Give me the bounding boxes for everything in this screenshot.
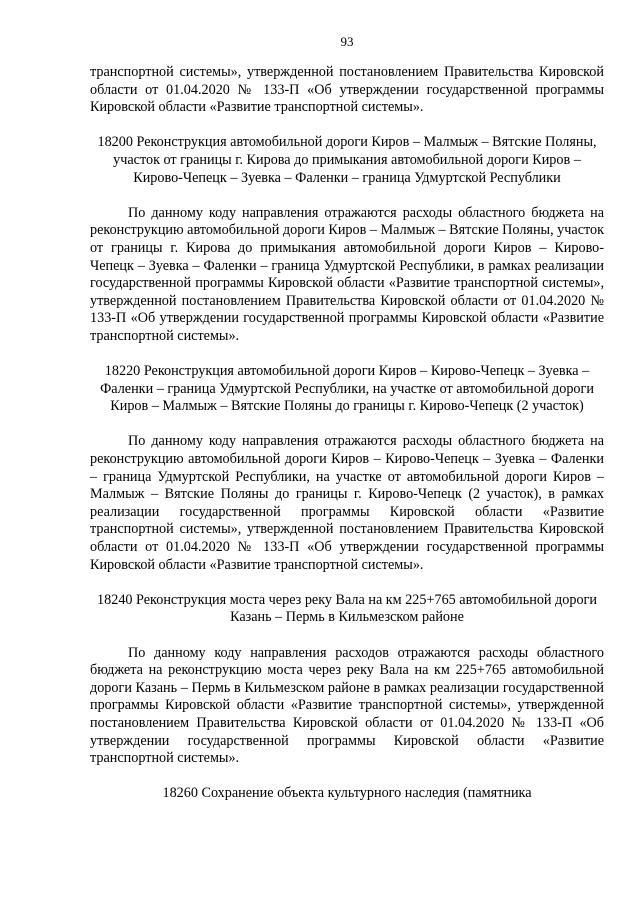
spacer	[90, 574, 604, 592]
paragraph-continuation: транспортной системы», утвержденной постановлением Правительства Кировской области от 01.04.2020 № 133-П «Об утверждении государственной программы Кировской области «Развитие транспортной системы».	[90, 64, 604, 116]
document-page	[90, 34, 604, 803]
section-heading-18260: 18260 Сохранение объекта культурного наследия (памятника	[162, 785, 532, 802]
page-number: 93	[340, 34, 354, 49]
section-heading-18240: 18240 Реконструкция моста через реку Вала на км 225+765 автомобильной дороги Казань – Пермь в Кильмезском районе	[97, 591, 597, 626]
section-heading-18200: 18200 Реконструкция автомобильной дороги Киров – Малмыж – Вятские Поляны, участок от границы г. Кирова до примыкания автомобильной дороги Киров – Кирово-Чепецк – Зуевка – Фаленки – граница Удмуртской Республики	[97, 134, 597, 186]
spacer	[90, 627, 604, 645]
paragraph-18220: По данному коду направления отражаются расходы областного бюджета на реконструкцию автомобильной дороги Киров – Кирово-Чепецк – Зуевка – Фаленки – граница Удмуртской Республики, на участке от автомобильной дороги Киров – Малмыж – Вятские Поляны до границы г. Кирово-Чепецк (2 участок), в рамках реализации государственной программы Кировской области «Развитие транспортной системы», утвержденной постановлением Правительства Кировской области от 01.04.2020 № 133-П «Об утверждении государственной программы Кировской области «Развитие транспортной системы».	[90, 433, 604, 573]
spacer	[90, 416, 604, 434]
spacer	[90, 346, 604, 364]
paragraph-18240: По данному коду направления расходов отражаются расходы областного бюджета на реконструкцию моста через реку Вала на км 225+765 автомобильной дороги Казань – Пермь в Кильмезском районе в рамках реализации государственной программы Кировской области «Развитие транспортной системы», утвержденной постановлением Правительства Кировской области от 01.04.2020 № 133-П «Об утверждении государственной программы Кировской области «Развитие транспортной системы».	[90, 644, 604, 767]
section-heading-18220: 18220 Реконструкция автомобильной дороги Киров – Кирово-Чепецк – Зуевка – Фаленки – граница Удмуртской Республики, на участке от автомобильной дороги Киров – Малмыж – Вятские Поляны до границы г. Кирово-Чепецк (2 участок)	[100, 363, 594, 415]
spacer	[90, 187, 604, 205]
paragraph-18200: По данному коду направления отражаются расходы областного бюджета на реконструкцию автомобильной дороги Киров – Малмыж – Вятские Поляны, участок от границы г. Кирова до примыкания автомобильной дороги Киров – Кирово-Чепецк – Зуевка – Фаленки – граница Удмуртской Республики, в рамках реализации государственной программы Кировской области «Развитие транспортной системы», утвержденной постановлением Правительства Кировской области от 01.04.2020 № 133-П «Об утверждении государственной программы Кировской области «Развитие транспортной системы».	[90, 204, 604, 344]
spacer	[90, 768, 604, 786]
spacer	[90, 117, 604, 135]
